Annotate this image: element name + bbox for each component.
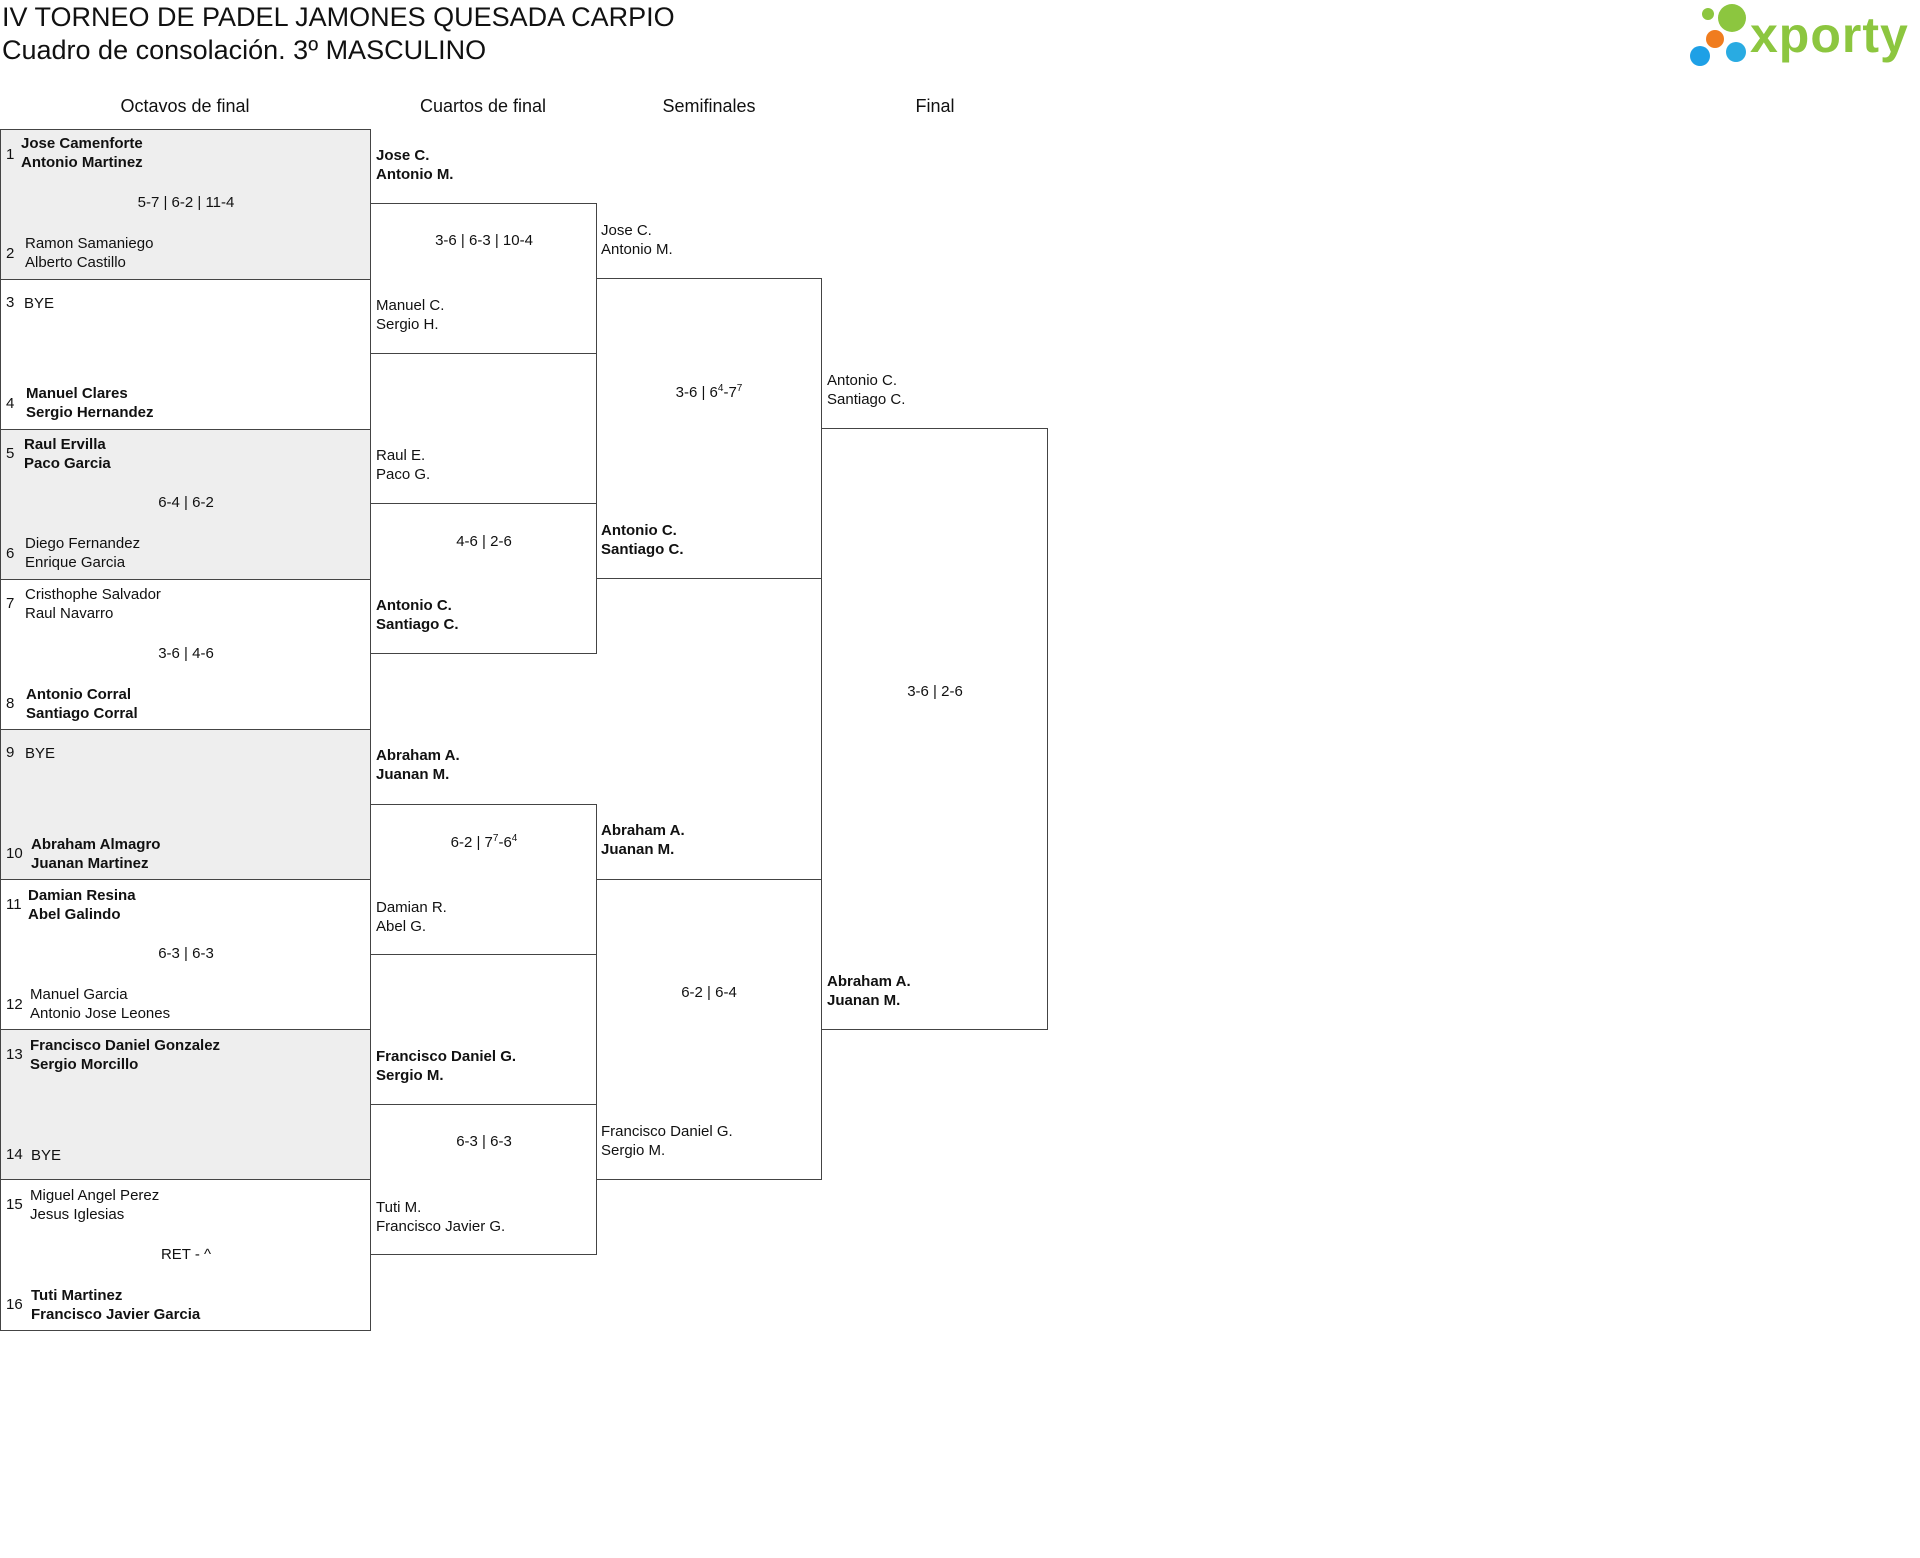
match-score: RET - ^ [160,1246,212,1263]
team-entry[interactable]: Cristhophe Salvador Raul Navarro [25,586,161,622]
logo-text: xporty [1750,7,1909,63]
round-header-cuartos: Cuartos de final [419,96,547,116]
draw-subtitle: Cuadro de consolación. 3º MASCULINO [2,35,487,65]
team-entry[interactable]: Antonio Corral Santiago Corral [26,686,138,722]
match-score: 6-2 | $7^7-6^4$ [450,833,518,851]
logo-dot-small-green-icon [1702,8,1714,20]
seed-number: 15 [6,1196,23,1213]
match-score: 3-6 | 6-3 | 10-4 [435,232,533,249]
team-entry[interactable]: Abraham A. Juanan M. [827,973,911,1009]
team-entry[interactable]: Raul Ervilla Paco Garcia [24,436,111,472]
match-score: 4-6 | 2-6 [456,533,512,550]
team-entry[interactable]: Raul E. Paco G. [376,447,431,483]
seed-number: 6 [6,545,15,562]
match-score: 6-4 | 6-2 [158,494,214,511]
team-entry[interactable]: Damian Resina Abel Galindo [28,887,136,923]
match-score: 6-3 | 6-3 [456,1133,512,1150]
seed-number: 9 [6,744,15,761]
seed-number: 12 [6,996,23,1013]
team-entry[interactable]: Francisco Daniel G. Sergio M. [601,1123,733,1159]
round-header-semifinales: Semifinales [662,96,756,116]
team-entry-bye: BYE [24,295,55,312]
seed-number: 10 [6,845,23,862]
logo-dot-light-blue-icon [1726,42,1746,62]
team-entry[interactable]: Antonio C. Santiago C. [601,522,684,558]
match-score: 3-6 | 4-6 [158,645,214,662]
final-match [821,428,1048,1030]
seed-number: 7 [6,595,15,612]
seed-number: 3 [6,294,15,311]
round-header-octavos: Octavos de final [120,96,250,116]
team-entry[interactable]: Diego Fernandez Enrique Garcia [25,535,141,571]
team-entry-bye: BYE [31,1147,62,1164]
seed-number: 16 [6,1296,23,1313]
final-score: 3-6 | 2-6 [907,683,963,700]
logo-dot-blue-icon [1690,46,1710,66]
team-entry[interactable]: Damian R. Abel G. [376,899,447,935]
team-entry[interactable]: Abraham A. Juanan M. [376,747,460,783]
team-entry[interactable]: Manuel Clares Sergio Hernandez [26,385,154,421]
round-header-final: Final [915,96,955,116]
team-entry[interactable]: Manuel C. Sergio H. [376,297,445,333]
match-score: 5-7 | 6-2 | 11-4 [137,194,235,211]
team-entry[interactable]: Tuti Martinez Francisco Javier Garcia [31,1287,201,1323]
match-score: 6-3 | 6-3 [158,945,214,962]
team-entry[interactable]: Jose C. Antonio M. [376,147,454,183]
match-score: 6-2 | 6-4 [681,984,737,1001]
seed-number: 5 [6,445,15,462]
logo-dot-orange-icon [1706,30,1724,48]
team-entry[interactable]: Manuel Garcia Antonio Jose Leones [30,986,171,1022]
team-entry[interactable]: Francisco Daniel G. Sergio M. [376,1048,517,1084]
seed-number: 1 [6,146,15,163]
tournament-title: IV TORNEO DE PADEL JAMONES QUESADA CARPIO [2,2,675,32]
team-entry-bye: BYE [25,745,56,762]
seed-number: 8 [6,695,15,712]
team-entry[interactable]: Tuti M. Francisco Javier G. [376,1199,506,1235]
seed-number: 11 [6,896,22,913]
logo-dot-green-icon [1718,4,1746,32]
seed-number: 13 [6,1046,23,1063]
team-entry[interactable]: Jose C. Antonio M. [601,222,673,258]
xporty-logo[interactable] [1688,2,1918,70]
seed-number: 2 [6,245,15,262]
team-entry[interactable]: Ramon Samaniego Alberto Castillo [25,235,154,271]
team-entry[interactable]: Antonio C. Santiago C. [376,597,459,633]
team-entry[interactable]: Abraham Almagro Juanan Martinez [31,836,161,872]
team-entry[interactable]: Abraham A. Juanan M. [601,822,685,858]
team-entry[interactable]: Antonio C. Santiago C. [827,372,906,408]
team-entry[interactable]: Francisco Daniel Gonzalez Sergio Morcillo [30,1037,221,1073]
team-entry[interactable]: Miguel Angel Perez Jesus Iglesias [30,1187,160,1223]
match-score: 3-6 | $6^4-7^7$ [675,383,743,401]
seed-number: 4 [6,395,15,412]
team-entry[interactable]: Jose Camenforte Antonio Martinez [21,135,143,171]
seed-number: 14 [6,1146,23,1163]
